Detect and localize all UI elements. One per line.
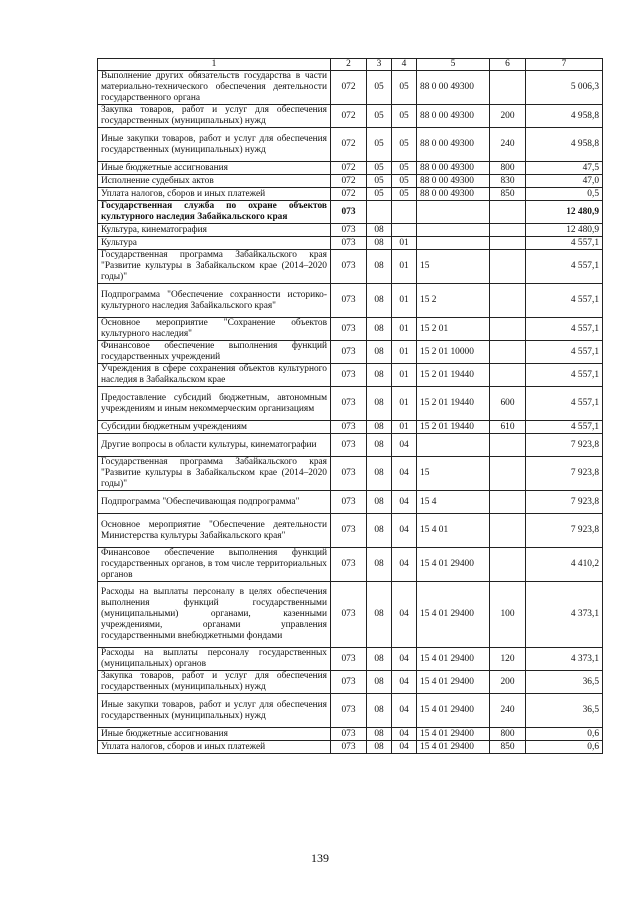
cell-subsection-code: 01 bbox=[392, 341, 417, 364]
cell-amount: 4 557,1 bbox=[526, 250, 603, 284]
cell-name: Закупка товаров, работ и услуг для обеспечения государственных (муниципальных) нужд bbox=[98, 105, 331, 128]
cell-amount: 4 958,8 bbox=[526, 128, 603, 162]
cell-amount: 4 557,1 bbox=[526, 421, 603, 434]
table-row bbox=[98, 250, 603, 284]
cell-section-code: 08 bbox=[367, 741, 392, 754]
table-row bbox=[98, 128, 603, 162]
cell-target-article: 88 0 00 49300 bbox=[417, 71, 490, 105]
cell-target-article: 15 2 01 10000 bbox=[417, 341, 490, 364]
header-col-6: 6 bbox=[490, 59, 526, 71]
cell-expense-type bbox=[490, 364, 526, 387]
table-row bbox=[98, 671, 603, 694]
cell-ministry-code: 073 bbox=[331, 341, 367, 364]
cell-expense-type: 850 bbox=[490, 741, 526, 754]
cell-expense-type bbox=[490, 250, 526, 284]
table-row bbox=[98, 364, 603, 387]
table-row bbox=[98, 201, 603, 224]
table-row bbox=[98, 582, 603, 648]
table-row bbox=[98, 224, 603, 237]
cell-expense-type bbox=[490, 237, 526, 250]
cell-target-article: 88 0 00 49300 bbox=[417, 105, 490, 128]
cell-expense-type: 800 bbox=[490, 728, 526, 741]
table-row bbox=[98, 387, 603, 421]
cell-section-code: 08 bbox=[367, 421, 392, 434]
cell-target-article bbox=[417, 237, 490, 250]
cell-ministry-code: 073 bbox=[331, 387, 367, 421]
cell-target-article: 88 0 00 49300 bbox=[417, 188, 490, 201]
cell-name: Иные закупки товаров, работ и услуг для обеспечения государственных (муниципальных) нужд bbox=[98, 694, 331, 728]
cell-subsection-code: 04 bbox=[392, 457, 417, 491]
cell-amount: 5 006,3 bbox=[526, 71, 603, 105]
cell-expense-type bbox=[490, 341, 526, 364]
cell-amount: 4 557,1 bbox=[526, 237, 603, 250]
cell-amount: 36,5 bbox=[526, 671, 603, 694]
cell-subsection-code bbox=[392, 201, 417, 224]
cell-section-code: 05 bbox=[367, 162, 392, 175]
cell-subsection-code: 01 bbox=[392, 237, 417, 250]
header-col-5: 5 bbox=[417, 59, 490, 71]
cell-subsection-code: 04 bbox=[392, 694, 417, 728]
table-row bbox=[98, 188, 603, 201]
cell-expense-type bbox=[490, 201, 526, 224]
cell-expense-type: 200 bbox=[490, 671, 526, 694]
cell-expense-type bbox=[490, 548, 526, 582]
cell-subsection-code: 05 bbox=[392, 128, 417, 162]
cell-section-code: 08 bbox=[367, 648, 392, 671]
cell-subsection-code: 04 bbox=[392, 548, 417, 582]
cell-name: Расходы на выплаты персоналу государственных (муниципальных) органов bbox=[98, 648, 331, 671]
cell-amount: 47,5 bbox=[526, 162, 603, 175]
table-row bbox=[98, 648, 603, 671]
cell-ministry-code: 072 bbox=[331, 105, 367, 128]
cell-amount: 12 480,9 bbox=[526, 201, 603, 224]
cell-section-code: 08 bbox=[367, 548, 392, 582]
cell-name: Иные бюджетные ассигнования bbox=[98, 162, 331, 175]
cell-subsection-code: 04 bbox=[392, 728, 417, 741]
cell-subsection-code: 05 bbox=[392, 71, 417, 105]
cell-name: Закупка товаров, работ и услуг для обеспечения государственных (муниципальных) нужд bbox=[98, 671, 331, 694]
cell-amount: 4 557,1 bbox=[526, 364, 603, 387]
cell-target-article: 15 2 01 19440 bbox=[417, 387, 490, 421]
cell-section-code: 05 bbox=[367, 188, 392, 201]
cell-name: Иные закупки товаров, работ и услуг для обеспечения государственных (муниципальных) нужд bbox=[98, 128, 331, 162]
cell-name: Государственная программа Забайкальского края "Развитие культуры в Забайкальском крае (2014–2020 годы)" bbox=[98, 457, 331, 491]
cell-name: Предоставление субсидий бюджетным, автономным учреждениям и иным некоммерческим организациям bbox=[98, 387, 331, 421]
cell-expense-type bbox=[490, 224, 526, 237]
cell-ministry-code: 073 bbox=[331, 457, 367, 491]
cell-ministry-code: 073 bbox=[331, 548, 367, 582]
cell-section-code: 08 bbox=[367, 694, 392, 728]
cell-amount: 4 410,2 bbox=[526, 548, 603, 582]
cell-target-article: 88 0 00 49300 bbox=[417, 162, 490, 175]
cell-ministry-code: 073 bbox=[331, 741, 367, 754]
cell-name: Финансовое обеспечение выполнения функций государственных органов, в том числе территориальных органов bbox=[98, 548, 331, 582]
cell-name: Уплата налогов, сборов и иных платежей bbox=[98, 188, 331, 201]
cell-amount: 4 557,1 bbox=[526, 318, 603, 341]
cell-subsection-code: 04 bbox=[392, 648, 417, 671]
table-row bbox=[98, 237, 603, 250]
cell-target-article: 15 bbox=[417, 250, 490, 284]
cell-name: Государственная программа Забайкальского края "Развитие культуры в Забайкальском крае (2014–2020 годы)" bbox=[98, 250, 331, 284]
cell-section-code: 08 bbox=[367, 728, 392, 741]
header-col-1: 1 bbox=[98, 59, 331, 71]
cell-expense-type bbox=[490, 434, 526, 457]
cell-section-code: 08 bbox=[367, 250, 392, 284]
cell-subsection-code: 01 bbox=[392, 387, 417, 421]
cell-expense-type: 600 bbox=[490, 387, 526, 421]
cell-section-code: 08 bbox=[367, 491, 392, 514]
header-col-3: 3 bbox=[367, 59, 392, 71]
table-row bbox=[98, 318, 603, 341]
cell-expense-type: 850 bbox=[490, 188, 526, 201]
cell-subsection-code: 05 bbox=[392, 175, 417, 188]
cell-name: Учреждения в сфере сохранения объектов культурного наследия в Забайкальском крае bbox=[98, 364, 331, 387]
table-row bbox=[98, 105, 603, 128]
table-row bbox=[98, 175, 603, 188]
cell-ministry-code: 073 bbox=[331, 421, 367, 434]
cell-target-article: 15 2 01 19440 bbox=[417, 421, 490, 434]
cell-target-article: 15 4 01 29400 bbox=[417, 582, 490, 648]
table-row bbox=[98, 162, 603, 175]
cell-subsection-code: 04 bbox=[392, 491, 417, 514]
header-row bbox=[98, 59, 603, 71]
cell-section-code: 08 bbox=[367, 434, 392, 457]
cell-section-code: 08 bbox=[367, 284, 392, 318]
cell-amount: 4 958,8 bbox=[526, 105, 603, 128]
cell-section-code: 08 bbox=[367, 237, 392, 250]
cell-subsection-code: 04 bbox=[392, 434, 417, 457]
cell-name: Подпрограмма "Обеспечивающая подпрограмма" bbox=[98, 491, 331, 514]
cell-ministry-code: 073 bbox=[331, 318, 367, 341]
cell-ministry-code: 073 bbox=[331, 582, 367, 648]
cell-target-article: 15 2 01 19440 bbox=[417, 364, 490, 387]
cell-section-code: 08 bbox=[367, 514, 392, 548]
table-row bbox=[98, 457, 603, 491]
cell-amount: 7 923,8 bbox=[526, 514, 603, 548]
cell-expense-type bbox=[490, 514, 526, 548]
cell-target-article: 15 2 bbox=[417, 284, 490, 318]
cell-target-article bbox=[417, 224, 490, 237]
table-row bbox=[98, 491, 603, 514]
cell-amount: 4 373,1 bbox=[526, 582, 603, 648]
cell-expense-type bbox=[490, 457, 526, 491]
cell-name: Основное мероприятие "Обеспечение деятельности Министерства культуры Забайкальского края" bbox=[98, 514, 331, 548]
header-col-4: 4 bbox=[392, 59, 417, 71]
table-row bbox=[98, 741, 603, 754]
cell-section-code: 08 bbox=[367, 457, 392, 491]
cell-expense-type: 100 bbox=[490, 582, 526, 648]
cell-ministry-code: 072 bbox=[331, 162, 367, 175]
cell-ministry-code: 073 bbox=[331, 250, 367, 284]
cell-ministry-code: 072 bbox=[331, 188, 367, 201]
cell-expense-type bbox=[490, 491, 526, 514]
cell-expense-type: 240 bbox=[490, 694, 526, 728]
cell-amount: 0,5 bbox=[526, 188, 603, 201]
cell-name: Финансовое обеспечение выполнения функций государственных учреждений bbox=[98, 341, 331, 364]
cell-expense-type: 800 bbox=[490, 162, 526, 175]
cell-expense-type: 200 bbox=[490, 105, 526, 128]
cell-amount: 12 480,9 bbox=[526, 224, 603, 237]
cell-ministry-code: 073 bbox=[331, 694, 367, 728]
cell-subsection-code bbox=[392, 224, 417, 237]
cell-expense-type: 830 bbox=[490, 175, 526, 188]
cell-subsection-code: 01 bbox=[392, 284, 417, 318]
cell-section-code: 08 bbox=[367, 387, 392, 421]
cell-section-code: 08 bbox=[367, 224, 392, 237]
cell-target-article: 15 4 01 bbox=[417, 514, 490, 548]
cell-section-code: 08 bbox=[367, 671, 392, 694]
cell-section-code: 08 bbox=[367, 318, 392, 341]
cell-section-code: 05 bbox=[367, 105, 392, 128]
cell-name: Основное мероприятие "Сохранение объектов культурного наследия" bbox=[98, 318, 331, 341]
cell-subsection-code: 01 bbox=[392, 318, 417, 341]
table-row bbox=[98, 421, 603, 434]
cell-subsection-code: 04 bbox=[392, 514, 417, 548]
cell-expense-type: 240 bbox=[490, 128, 526, 162]
cell-ministry-code: 073 bbox=[331, 491, 367, 514]
cell-target-article: 15 4 01 29400 bbox=[417, 548, 490, 582]
cell-subsection-code: 05 bbox=[392, 162, 417, 175]
cell-section-code: 05 bbox=[367, 71, 392, 105]
cell-target-article: 88 0 00 49300 bbox=[417, 128, 490, 162]
cell-name: Культура bbox=[98, 237, 331, 250]
cell-amount: 4 557,1 bbox=[526, 341, 603, 364]
cell-ministry-code: 073 bbox=[331, 201, 367, 224]
table-row bbox=[98, 694, 603, 728]
cell-ministry-code: 073 bbox=[331, 728, 367, 741]
cell-ministry-code: 073 bbox=[331, 224, 367, 237]
page-number: 139 bbox=[311, 851, 329, 865]
cell-amount: 4 557,1 bbox=[526, 284, 603, 318]
cell-target-article: 15 4 01 29400 bbox=[417, 671, 490, 694]
cell-name: Другие вопросы в области культуры, кинематографии bbox=[98, 434, 331, 457]
budget-page bbox=[97, 58, 602, 754]
table-row bbox=[98, 434, 603, 457]
table-row bbox=[98, 284, 603, 318]
cell-section-code: 08 bbox=[367, 582, 392, 648]
cell-ministry-code: 072 bbox=[331, 128, 367, 162]
cell-name: Культура, кинематография bbox=[98, 224, 331, 237]
cell-target-article: 15 4 bbox=[417, 491, 490, 514]
table-row bbox=[98, 71, 603, 105]
cell-name: Субсидии бюджетным учреждениям bbox=[98, 421, 331, 434]
cell-amount: 7 923,8 bbox=[526, 434, 603, 457]
cell-expense-type: 120 bbox=[490, 648, 526, 671]
cell-target-article: 15 bbox=[417, 457, 490, 491]
header-col-7: 7 bbox=[526, 59, 603, 71]
cell-name: Расходы на выплаты персоналу в целях обеспечения выполнения функций государственными (муниципальными) органами, казенными учреждениями, органами управления государственными внебюджетными фондами bbox=[98, 582, 331, 648]
cell-section-code: 05 bbox=[367, 175, 392, 188]
cell-ministry-code: 073 bbox=[331, 284, 367, 318]
cell-expense-type: 610 bbox=[490, 421, 526, 434]
cell-subsection-code: 04 bbox=[392, 582, 417, 648]
table-body bbox=[98, 71, 603, 754]
cell-amount: 0,6 bbox=[526, 741, 603, 754]
cell-expense-type bbox=[490, 318, 526, 341]
cell-section-code bbox=[367, 201, 392, 224]
cell-subsection-code: 04 bbox=[392, 741, 417, 754]
cell-target-article bbox=[417, 201, 490, 224]
budget-table bbox=[97, 58, 603, 754]
cell-target-article bbox=[417, 434, 490, 457]
cell-name: Государственная служба по охране объектов культурного наследия Забайкальского края bbox=[98, 201, 331, 224]
cell-ministry-code: 072 bbox=[331, 175, 367, 188]
cell-amount: 47,0 bbox=[526, 175, 603, 188]
cell-expense-type bbox=[490, 284, 526, 318]
cell-subsection-code: 05 bbox=[392, 105, 417, 128]
cell-name: Выполнение других обязательств государства в части материально-технического обеспечения деятельности государственного органа bbox=[98, 71, 331, 105]
cell-name: Уплата налогов, сборов и иных платежей bbox=[98, 741, 331, 754]
cell-subsection-code: 01 bbox=[392, 364, 417, 387]
cell-amount: 7 923,8 bbox=[526, 491, 603, 514]
cell-ministry-code: 073 bbox=[331, 648, 367, 671]
cell-subsection-code: 05 bbox=[392, 188, 417, 201]
cell-amount: 0,6 bbox=[526, 728, 603, 741]
cell-subsection-code: 01 bbox=[392, 421, 417, 434]
cell-subsection-code: 04 bbox=[392, 671, 417, 694]
cell-ministry-code: 073 bbox=[331, 514, 367, 548]
cell-ministry-code: 073 bbox=[331, 671, 367, 694]
cell-target-article: 15 2 01 bbox=[417, 318, 490, 341]
cell-ministry-code: 073 bbox=[331, 434, 367, 457]
header-col-2: 2 bbox=[331, 59, 367, 71]
cell-amount: 4 373,1 bbox=[526, 648, 603, 671]
cell-name: Подпрограмма "Обеспечение сохранности историко-культурного наследия Забайкальского края" bbox=[98, 284, 331, 318]
table-row bbox=[98, 728, 603, 741]
cell-subsection-code: 01 bbox=[392, 250, 417, 284]
cell-ministry-code: 072 bbox=[331, 71, 367, 105]
cell-expense-type bbox=[490, 71, 526, 105]
table-row bbox=[98, 548, 603, 582]
table-row bbox=[98, 514, 603, 548]
cell-target-article: 88 0 00 49300 bbox=[417, 175, 490, 188]
cell-target-article: 15 4 01 29400 bbox=[417, 741, 490, 754]
cell-name: Исполнение судебных актов bbox=[98, 175, 331, 188]
cell-section-code: 08 bbox=[367, 341, 392, 364]
cell-section-code: 05 bbox=[367, 128, 392, 162]
cell-amount: 7 923,8 bbox=[526, 457, 603, 491]
cell-name: Иные бюджетные ассигнования bbox=[98, 728, 331, 741]
cell-ministry-code: 073 bbox=[331, 364, 367, 387]
cell-target-article: 15 4 01 29400 bbox=[417, 648, 490, 671]
cell-amount: 36,5 bbox=[526, 694, 603, 728]
cell-section-code: 08 bbox=[367, 364, 392, 387]
cell-amount: 4 557,1 bbox=[526, 387, 603, 421]
table-row bbox=[98, 341, 603, 364]
cell-target-article: 15 4 01 29400 bbox=[417, 728, 490, 741]
cell-target-article: 15 4 01 29400 bbox=[417, 694, 490, 728]
cell-ministry-code: 073 bbox=[331, 237, 367, 250]
